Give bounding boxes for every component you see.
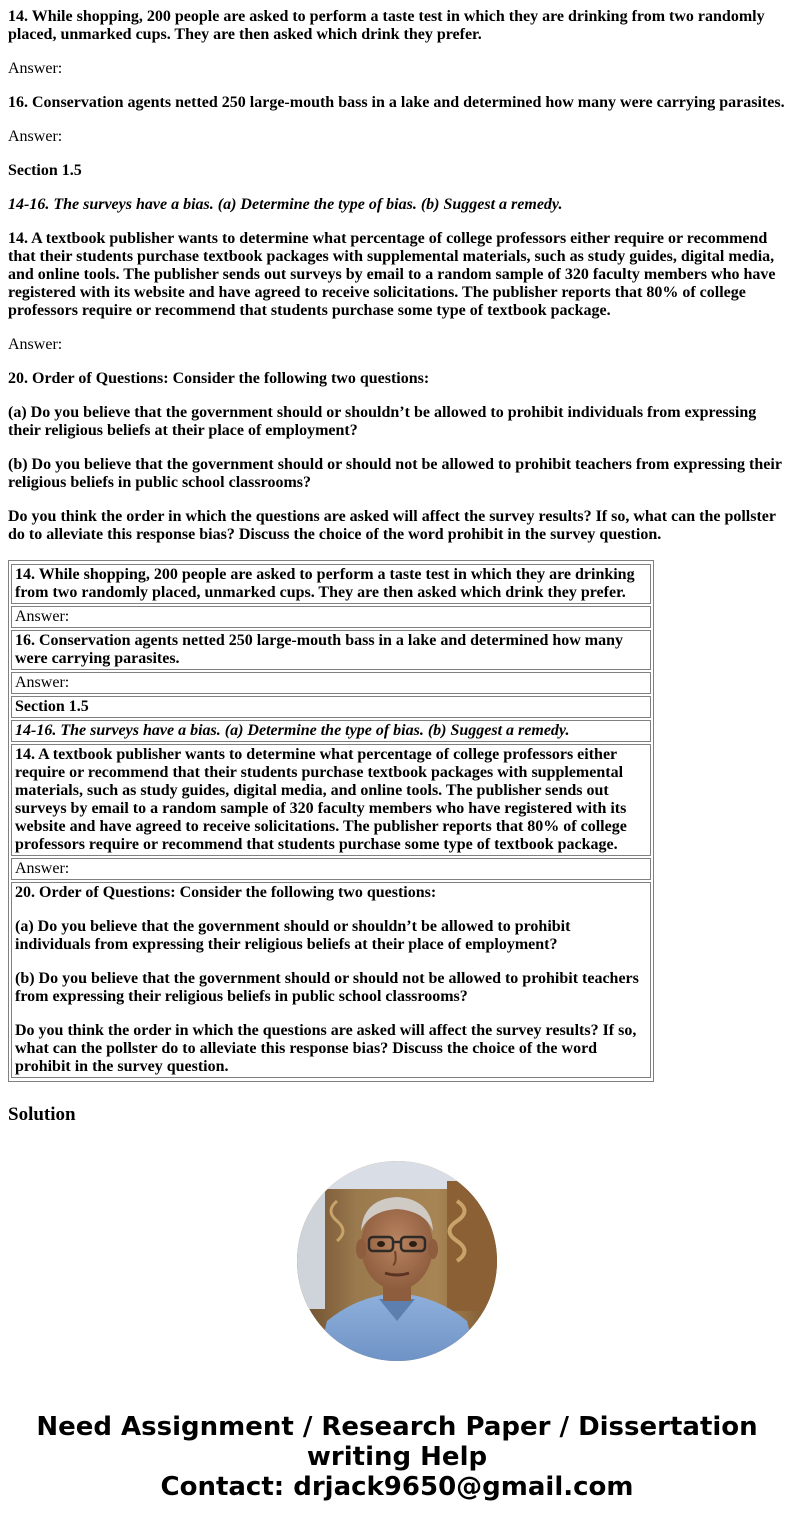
table-row [11, 696, 651, 718]
answer-label: Answer: [8, 128, 63, 145]
table-cell-text: (a) Do you believe that the government should or shouldn’t be allowed to prohibit individuals from expressing their religious beliefs at their place of employment? [15, 918, 571, 953]
question-20-part-b: (b) Do you believe that the government should or should not be allowed to prohibit teachers from expressing their religious beliefs in public school classrooms? [8, 456, 782, 491]
table-row [11, 858, 651, 880]
question-table [8, 560, 654, 1082]
cta-headline: Need Assignment / Research Paper / Dissertation writing Help [36, 1412, 758, 1472]
table-row [11, 720, 651, 742]
table-cell-text: 14. A textbook publisher wants to determine what percentage of college professors either require or recommend that their students purchase textbook packages with supplemental materials, such as study guides, digital media, and online tools. The publisher sends out surveys by email to a random sample of 320 faculty members who have registered with its website and have agreed to receive solicitations. The publisher reports that 80% of college professors require or recommend that students purchase some type of textbook package. [15, 746, 627, 853]
bias-instructions: 14-16. The surveys have a bias. (a) Determine the type of bias. (b) Suggest a remedy. [8, 196, 563, 213]
avatar [297, 1161, 497, 1361]
table-cell-text: 20. Order of Questions: Consider the following two questions: [15, 884, 437, 901]
table-row [11, 672, 651, 694]
solution-heading: Solution [8, 1104, 76, 1125]
table-row [11, 630, 651, 670]
question-20-prompt: Do you think the order in which the questions are asked will affect the survey results? If so, what can the pollster do to alleviate this response bias? Discuss the choice of the word prohibit in the survey question. [8, 508, 776, 543]
table-cell-text: 14. While shopping, 200 people are asked to perform a taste test in which they are drinking from two randomly placed, unmarked cups. They are then asked which drink they prefer. [15, 566, 635, 601]
question-20-intro: 20. Order of Questions: Consider the following two questions: [8, 370, 430, 387]
question-20-part-a: (a) Do you believe that the government should or shouldn’t be allowed to prohibit individuals from expressing their religious beliefs at their place of employment? [8, 404, 757, 439]
table-cell-text: 14-16. The surveys have a bias. (a) Determine the type of bias. (b) Suggest a remedy. [15, 722, 570, 739]
document-body [0, 8, 794, 1126]
section-heading: Section 1.5 [8, 162, 82, 179]
table-row [11, 744, 651, 856]
question-14-taste-test: 14. While shopping, 200 people are asked to perform a taste test in which they are drinking from two randomly placed, unmarked cups. They are then asked which drink they prefer. [8, 8, 765, 43]
table-row [11, 882, 651, 1078]
person-photo-icon [297, 1161, 497, 1361]
cta-contact-email[interactable]: Contact: drjack9650@gmail.com [160, 1472, 634, 1502]
table-cell-text: 16. Conservation agents netted 250 large-mouth bass in a lake and determined how many were carrying parasites. [15, 632, 624, 667]
table-cell-text: (b) Do you believe that the government should or should not be allowed to prohibit teachers from expressing their religious beliefs in public school classrooms? [15, 970, 639, 1005]
table-cell-text: Section 1.5 [15, 698, 89, 715]
answer-label: Answer: [8, 336, 63, 353]
question-16-bass: 16. Conservation agents netted 250 large-mouth bass in a lake and determined how many were carrying parasites. [8, 94, 785, 111]
question-14-publisher: 14. A textbook publisher wants to determine what percentage of college professors either require or recommend that their students purchase textbook packages with supplemental materials, such as study guides, digital media, and online tools. The publisher sends out surveys by email to a random sample of 320 faculty members who have registered with its website and have agreed to receive solicitations. The publisher reports that 80% of college professors require or recommend that students purchase some type of textbook package. [8, 230, 776, 319]
answer-label: Answer: [8, 60, 63, 77]
table-cell-text: Do you think the order in which the questions are asked will affect the survey results? If so, what can the pollster do to alleviate this response bias? Discuss the choice of the word prohibit in the survey question. [15, 1022, 637, 1075]
table-row [11, 606, 651, 628]
contact-banner [0, 1412, 794, 1502]
table-row [11, 564, 651, 604]
table-cell-text: Answer: [15, 674, 70, 691]
table-cell-text: Answer: [15, 608, 70, 625]
table-cell-text: Answer: [15, 860, 70, 877]
